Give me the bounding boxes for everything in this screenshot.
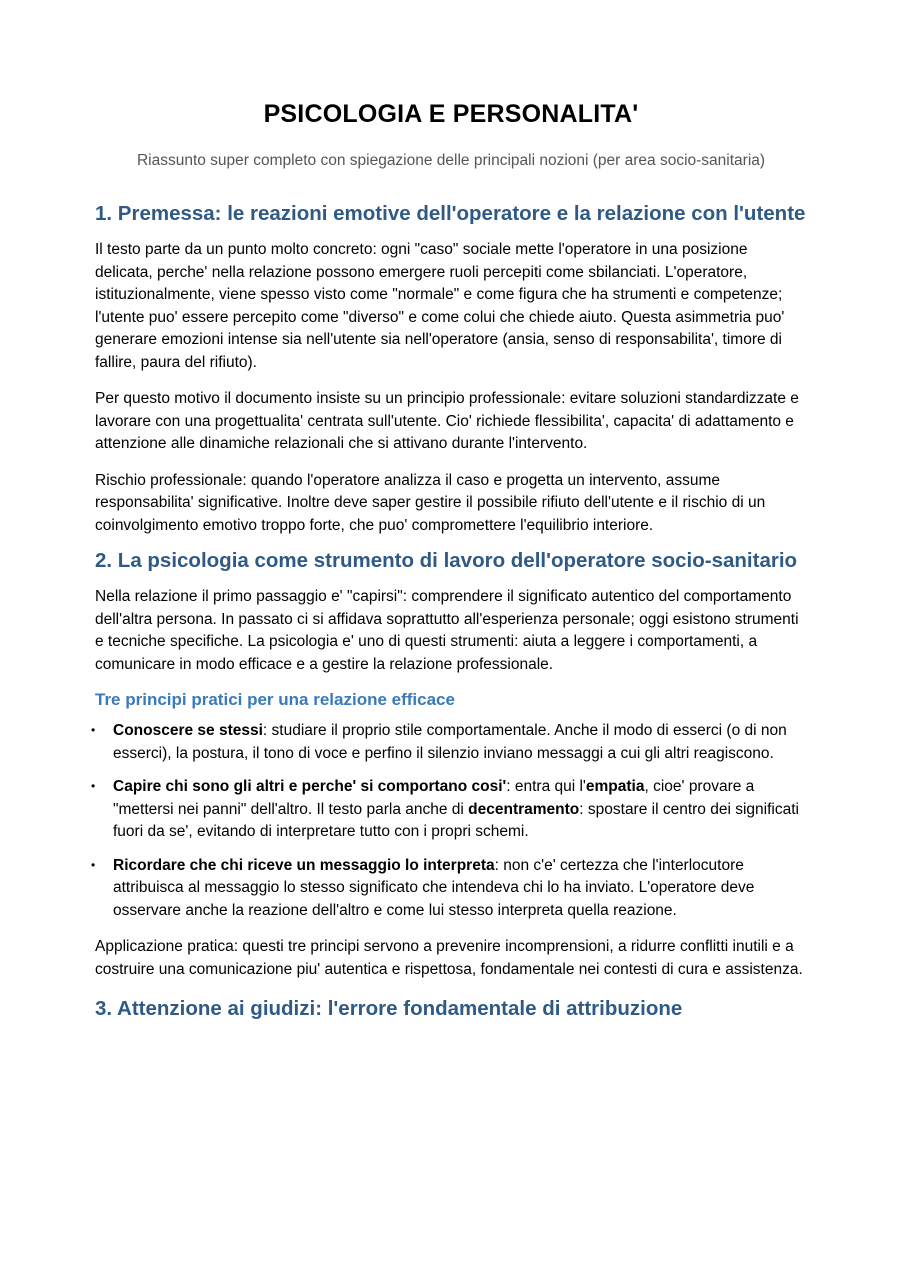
bullet-icon: • [91, 857, 96, 872]
list-item-text: : entra qui l' [506, 778, 586, 795]
section-1-heading: 1. Premessa: le reazioni emotive dell'operatore e la relazione con l'utente [95, 202, 806, 225]
document-subtitle: Riassunto super completo con spiegazione delle principali nozioni (per area socio-sanitaria) [136, 152, 766, 169]
section-2-subheading: Tre principi pratici per una relazione efficace [95, 690, 455, 709]
list-item-text: : non c'e' certezza che l'interlocutore attribuisca al messaggio lo stesso significato che intendeva chi lo ha inviato. L'operatore deve osservare anche la reazione dell'altro e come lui stesso interpreta quella reazione. [113, 856, 755, 919]
list-item-text: , cioe' provare a "mettersi nei panni" dell'altro. Il testo parla anche di [113, 778, 755, 818]
list-item [91, 776, 807, 844]
list-item-bold: Ricordare che chi riceve un messaggio lo interpreta [113, 856, 495, 874]
section-1-paragraph-1: Il testo parte da un punto molto concreto: ogni "caso" sociale mette l'operatore in una posizione delicata, perche' nella relazione possono emergere ruoli percepiti come sbilanciati. L'operatore, istituzionalmente, viene spesso visto come "normale" e come figura che ha strumenti e competenze; l'utente puo' essere percepito come "diverso" e come colui che chiede aiuto. Questa asimmetria puo' generare emozioni intense sia nell'utente sia nell'operatore (ansia, senso di responsabilita', timore di fallire, paura del rifiuto). [95, 241, 785, 371]
list-item [91, 720, 807, 765]
decentramento-term: decentramento [468, 800, 580, 818]
section-2-paragraph-1: Nella relazione il primo passaggio e' "capirsi": comprendere il significato autentico del comportamento dell'altra persona. In passato ci si affidava soprattutto all'esperienza personale; oggi esistono strumenti e tecniche specifiche. La psicologia e' uno di questi strumenti: aiuta a leggere i comportamenti, a comunicare in modo efficace e a gestire la relazione professionale. [95, 588, 799, 673]
section-1-paragraph-3: Rischio professionale: quando l'operatore analizza il caso e progetta un intervento, assume responsabilita' significative. Inoltre deve saper gestire il possibile rifiuto dell'utente e il rischio di un coinvolgimento emotivo troppo forte, che puo' compromettere l'equilibrio interiore. [95, 471, 766, 534]
bullet-icon: • [91, 779, 96, 793]
list-item-bold: Capire chi sono gli altri e perche' si comportano cosi' [113, 778, 507, 795]
list-item-text: : studiare il proprio stile comportamentale. Anche il modo di esserci (o di non esserci), la postura, il tono di voce e perfino il silenzio inviano messaggi a cui gli altri reagiscono. [113, 722, 787, 762]
document-title: PSICOLOGIA E PERSONALITA' [263, 100, 639, 128]
section-3-heading: 3. Attenzione ai giudizi: l'errore fondamentale di attribuzione [95, 997, 683, 1020]
section-1-paragraph-2: Per questo motivo il documento insiste su un principio professionale: evitare soluzioni standardizzate e lavorare con una progettualita' centrata sull'utente. Cio' richiede flessibilita', capacita' di adattamento e attenzione alle dinamiche relazionali che si attivano durante l'intervento. [95, 390, 799, 452]
bullet-icon: • [91, 723, 96, 737]
empatia-term: empatia [585, 778, 645, 795]
list-item [91, 855, 807, 923]
section-2-heading: 2. La psicologia come strumento di lavoro dell'operatore socio-sanitario [95, 549, 798, 572]
document-page [91, 98, 807, 1022]
list-item-bold: Conoscere se stessi [113, 722, 263, 739]
section-2-paragraph-2: Applicazione pratica: questi tre principi servono a prevenire incomprensioni, a ridurre conflitti inutili e a costruire una comunicazione piu' autentica e rispettosa, fondamentale nei contesti di cura e assistenza. [95, 938, 803, 978]
principles-list [91, 720, 807, 922]
list-item-text: : spostare il centro dei significati fuori da se', evitando di interpretare tutto con i propri schemi. [113, 800, 799, 840]
